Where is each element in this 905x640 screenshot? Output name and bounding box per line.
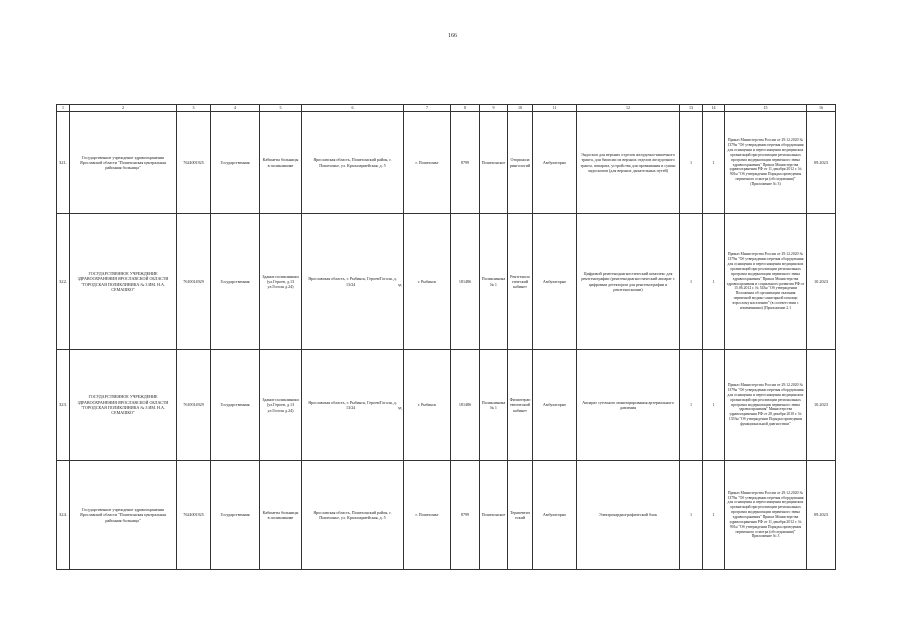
- column-number: 2: [70, 105, 177, 112]
- care-form: Амбулаторно: [533, 461, 577, 570]
- ownership-form: Государственная: [211, 461, 260, 570]
- okato: 8799: [451, 461, 480, 570]
- legal-basis: Приказ Министерства России от 29.12.2020 № 1379н "Об утверждении перечня оборудования для оснащения и переоснащения медицинских организаций при реализации региональных программ модернизации первичного звена здравоохранения" Приказ Министерства здравоохранения РФ от 11 декабря 2012 г. № 901н "Об утверждении Порядка проведения первичного осмотра (обследования)" (Приложение № 3): [725, 112, 807, 214]
- column-number: 5: [260, 105, 302, 112]
- legal-basis: Приказ Министерства России от 29.12.2020 № 1379н "Об утверждении перечня оборудования для оснащения и переоснащения медицинских организаций при реализации региональных программ модернизации первичного звена здравоохранения" Приказ Министерства здравоохранения и социального развития РФ от 15.06.2012 г. № 543н "Об утверждении Положения об организации оказания первичной медико-санитарной помощи взрослому населению" (в соответствии с изменениями) (Приложение 2.1: [725, 214, 807, 350]
- date: 09.2023: [807, 112, 836, 214]
- column-number: 8: [451, 105, 480, 112]
- quantity-b: 1: [703, 350, 725, 461]
- table-row: [57, 112, 836, 214]
- address: [302, 350, 404, 461]
- inn: 7624001925: [177, 112, 211, 214]
- organization-name: Государственное учреждение здравоохранения Ярославской области "Пошехонская центральная районная больница": [70, 461, 177, 570]
- ownership-form: Государственная: [211, 112, 260, 214]
- city: г. Рыбинск: [404, 350, 451, 461]
- care-form: Амбулаторно: [533, 214, 577, 350]
- inn: 7610014929: [177, 214, 211, 350]
- locality: Пошехонское: [480, 112, 508, 214]
- inn: 7610014929: [177, 350, 211, 461]
- date: 10.2023: [807, 350, 836, 461]
- specialty: Оториноларингологий: [508, 112, 533, 214]
- city: г. Пошехонье: [404, 461, 451, 570]
- locality: Поликлиника № 1: [480, 214, 508, 350]
- column-number: 13: [680, 105, 703, 112]
- row-number: 323.: [57, 350, 70, 461]
- table-row: [57, 214, 836, 350]
- care-form: Амбулаторно: [533, 350, 577, 461]
- quantity-b: 1: [703, 461, 725, 570]
- okato: 8799: [451, 112, 480, 214]
- equipment-table: [56, 104, 836, 570]
- column-number: 15: [725, 105, 807, 112]
- legal-basis: Приказ Министерства России от 29.12.2020 № 1379н "Об утверждении перечня оборудования для оснащения и переоснащения медицинских организаций при реализации региональных программ модернизации первичного звена здравоохранения" Приказ Министерства здравоохранения РФ от 11 декабря 2012 г. № 901н "Об утверждении Порядка проведения первичного осмотра (обследования)" Приложение № 3: [725, 461, 807, 570]
- specialty: Физиотерапевтический кабинет: [508, 350, 533, 461]
- row-number: 321.: [57, 112, 70, 214]
- premises: Кабинеты больницы в поликлинике: [260, 112, 302, 214]
- column-number: 12: [577, 105, 680, 112]
- table-row: [57, 461, 836, 570]
- premises: Здание поликлиники (ул.Героев, д.13 ул.Гоголя д.24): [260, 350, 302, 461]
- specialty: Терапевтический: [508, 461, 533, 570]
- column-number: 3: [177, 105, 211, 112]
- specialty: Рентгенологический кабинет: [508, 214, 533, 350]
- address: Ярославская область, Пошехонский район, г. Пошехонье, ул. Красноармейская, д. 5: [302, 112, 404, 214]
- equipment: Эндоскоп для верхних отделов желудочно-кишечного тракта, для биопсии из верхних отделов желудочного тракта, аппарата, устройства для промывания и сушки эндоскопов (для верхних дыхательных путей): [577, 112, 680, 214]
- quantity-b: 1: [703, 214, 725, 350]
- column-number: 1: [57, 105, 70, 112]
- city: г. Рыбинск: [404, 214, 451, 350]
- legal-basis: Приказ Министерства России от 29.12.2020 № 1379н "Об утверждении перечня оборудования для оснащения и переоснащения медицинских организаций при реализации региональных программ модернизации первичного звена здравоохранения" Министерства здравоохранения РФ от 28 декабря 2010 г. № 1353н "Об утверждении Порядка проведения функциональной диагностики": [725, 350, 807, 461]
- ownership-form: Государственная: [211, 214, 260, 350]
- address-text: Ярославская область, г. Рыбинск, Героев/Гоголя, д. 13/24: [308, 276, 397, 287]
- locality: Поликлиника № 1: [480, 350, 508, 461]
- table-row: [57, 350, 836, 461]
- organization-name: Государственное учреждение здравоохранения Ярославской области "Пошехонская центральная районная больница": [70, 112, 177, 214]
- quantity-a: 1: [680, 214, 703, 350]
- locality: Пошехонское: [480, 461, 508, 570]
- okato: 181486: [451, 350, 480, 461]
- quantity-b: 1: [703, 112, 725, 214]
- address-extra: зд: [397, 405, 402, 410]
- organization-name: ГОСУДАРСТВЕННОЕ УЧРЕЖДЕНИЕ ЗДРАВООХРАНЕНИЯ ЯРОСЛАВСКОЙ ОБЛАСТИ "ГОРОДСКАЯ ПОЛИКЛИНИКА № 3 ИМ. Н.А. СЕМАШКО": [70, 214, 177, 350]
- page-number: 166: [448, 33, 457, 39]
- premises: Кабинеты больницы в поликлинике: [260, 461, 302, 570]
- city: г. Пошехонье: [404, 112, 451, 214]
- column-number: 7: [404, 105, 451, 112]
- date: 10.2023: [807, 214, 836, 350]
- address: [302, 214, 404, 350]
- address: Ярославская область, Пошехонский район, г. Пошехонье, ул. Красноармейская, д. 5: [302, 461, 404, 570]
- quantity-a: 1: [680, 461, 703, 570]
- address-text: Ярославская область, г. Рыбинск, Героев/Гоголя, д. 13/24: [308, 399, 397, 410]
- row-number: 324.: [57, 461, 70, 570]
- column-number: 6: [302, 105, 404, 112]
- column-number-row: [57, 105, 836, 112]
- quantity-a: 1: [680, 350, 703, 461]
- quantity-a: 1: [680, 112, 703, 214]
- column-number: 11: [533, 105, 577, 112]
- organization-name: ГОСУДАРСТВЕННОЕ УЧРЕЖДЕНИЕ ЗДРАВООХРАНЕНИЯ ЯРОСЛАВСКОЙ ОБЛАСТИ "ГОРОДСКАЯ ПОЛИКЛИНИКА № 3 ИМ. Н.А. СЕМАШКО": [70, 350, 177, 461]
- equipment: Цифровой рентгенодиагностический комплекс для рентгенографии (рентгенодиагностический аппарат с цифровым детектором для рентгенографии и рентгеноскопии): [577, 214, 680, 350]
- column-number: 10: [508, 105, 533, 112]
- date: 09.2023: [807, 461, 836, 570]
- address-extra: зд: [397, 281, 402, 287]
- column-number: 14: [703, 105, 725, 112]
- ownership-form: Государственная: [211, 350, 260, 461]
- premises: Здание поликлиники (ул.Героев, д.13 ул.Гоголя д.24): [260, 214, 302, 350]
- column-number: 16: [807, 105, 836, 112]
- row-number: 322.: [57, 214, 70, 350]
- inn: 7624001925: [177, 461, 211, 570]
- okato: 181486: [451, 214, 480, 350]
- column-number: 4: [211, 105, 260, 112]
- equipment: Аппарат суточного мониторирования артериального давления: [577, 350, 680, 461]
- column-number: 9: [480, 105, 508, 112]
- care-form: Амбулаторно: [533, 112, 577, 214]
- equipment: Электрокардиографический блок: [577, 461, 680, 570]
